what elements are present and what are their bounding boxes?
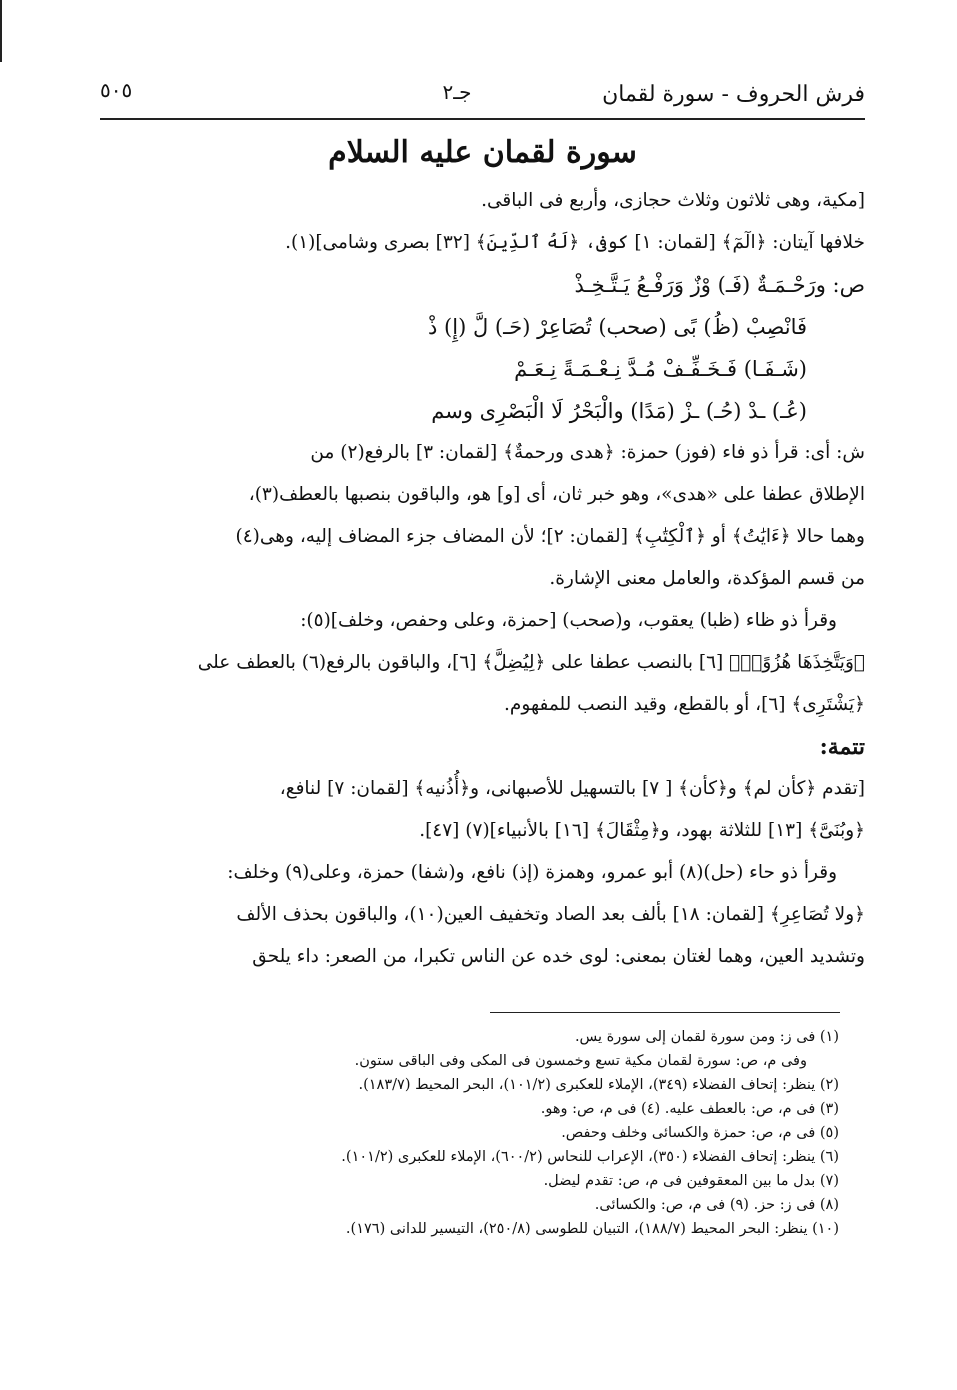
footnote-rule bbox=[490, 1012, 840, 1013]
footnote: وفى م، ص: سورة لقمان مكية تسع وخمسون فى المكى وفى الباقى ستون. bbox=[354, 1053, 807, 1069]
footnote: (١٠) ينظر: البحر المحيط (١٨٨/٧)، التبيان للطوسى (٢٥٠/٨)، التيسير للدانى (١٧٦). bbox=[345, 1221, 839, 1237]
verse-line: ص: ورَحْـمَـةٌ (فَـ) وْزٌ وَرَفْـعُ يَـتَّـخِـذْ bbox=[574, 273, 865, 297]
text-line: خلافها آيتان: ﴿الٓمٓ﴾ [لقمان: ١] كوفى، ﴿لَهُ ٱلدِّينَ﴾ [٣٢] بصرى وشامى](١). bbox=[285, 232, 865, 253]
footnote: (٧) بدل ما بين المعقوفين فى م، ص: تقدم ليضل. bbox=[543, 1173, 839, 1189]
page-header bbox=[100, 76, 865, 112]
footnote: (٣) فى م، ص: بالعطف عليه. (٤) فى م، ص: وهو. bbox=[540, 1101, 839, 1117]
commentary-line: ش: أى: قرأ ذو فاء (فوز) حمزة: ﴿هدى ورحمةٌ﴾ [لقمان: ٣] بالرفع(٢) من bbox=[310, 442, 865, 463]
footnote: (٥) فى م، ص: حمزة والكسائى وخلف وحفص. bbox=[561, 1125, 839, 1141]
running-title: فرش الحروف - سورة لقمان bbox=[602, 82, 865, 107]
text-line: وتشديد العين، وهما لغتان بمعنى: لوى خده عن الناس تكبرا، من الصعر: داء يلحق bbox=[252, 946, 865, 967]
text-line: وقرأ ذو حاء (حل)(٨) أبو عمرو، وهمزة (إذ) نافع، و(شفا) حمزة، وعلى(٩) وخلف: bbox=[227, 862, 837, 883]
text-line: [تقدم ﴿كأن لم﴾ و﴿كأن﴾ [ ٧] بالتسهيل للأصبهانى، و﴿أُذُنيه﴾ [لقمان: ٧] لنافع، bbox=[279, 778, 865, 799]
verse-line: (عُـ) ـدْ (حُـ) ـزْ (مَدًا) والْبَحْرُ لَا الْبَصْرِى وسم bbox=[431, 399, 807, 423]
footnote: (١) فى ز: ومن سورة لقمان إلى سورة يس. bbox=[574, 1029, 839, 1045]
verse-line: (شَـفَـا) فَـخَـفِّـفْ مُـدَّ نِـعْـمَـةً نِـعَـمْ bbox=[514, 357, 807, 381]
footnote: (٨) فى ز: حز. (٩) فى م، ص: والكسائى. bbox=[594, 1197, 839, 1213]
verse-line: فَانْصِبْ (ظُ) بًى (صحب) تُصَاعِرْ (حَـ) لَّ (إِ) ذْ bbox=[428, 315, 807, 339]
text-line: ﴿وبُنَىَّ﴾ [١٣] للثلاثة بهود، و﴿مِثْقَالَ﴾ [١٦] بالأنبياء](٧) [٤٧]. bbox=[419, 820, 865, 841]
scan-edge-line bbox=[0, 0, 2, 62]
footnotes bbox=[130, 1025, 839, 1241]
text-line: الإطلاق عطفا على «هدى»، وهو خبر ثان، أى [و] هو، والباقون بنصبها بالعطف(٣)، bbox=[248, 484, 865, 505]
footnote: (٦) ينظر: إتحاف الفضلاء (٣٥٠)، الإعراب للنحاس (٦٠٠/٢)، الإملاء للعكبرى (١٠١/٢). bbox=[341, 1149, 839, 1165]
footnote: (٢) ينظر: إتحاف الفضلاء (٣٤٩)، الإملاء للعكبرى (١٠١/٢)، البحر المحيط (١٨٣/٧). bbox=[358, 1077, 839, 1093]
text-line: من قسم المؤكدة، والعامل معنى الإشارة. bbox=[549, 568, 865, 589]
surah-title: سورة لقمان عليه السلام bbox=[328, 135, 637, 170]
body-text bbox=[100, 180, 865, 978]
header-rule bbox=[100, 118, 865, 120]
text-line: [مكية، وهى ثلاثون وثلاث حجازى، وأربع فى الباقى. bbox=[481, 190, 865, 211]
page-number: ٥٠٥ bbox=[100, 78, 133, 102]
text-line: ﴿ولا تُصَاعِرِ﴾ [لقمان: ١٨] بألف بعد الصاد وتخفيف العين(١٠)، والباقون بحذف الألف bbox=[236, 904, 865, 925]
volume-number: جـ٢ bbox=[442, 80, 472, 104]
text-line: ﴿وَيَتَّخِذَهَا هُزُوًاۚ﴾ [٦] بالنصب عطفا على ﴿لِيُضِلَّ﴾ [٦]، والباقون بالرفع(٦) بالعطف على bbox=[197, 652, 865, 673]
text-line: ﴿يَشْتَرِى﴾ [٦]، أو بالقطع، وقيد النصب للمفهوم. bbox=[504, 694, 865, 715]
section-heading: تتمة: bbox=[819, 734, 865, 760]
text-line: وهما حالا ﴿ءَايَٰتُ﴾ أو ﴿ٱلْكِتَٰبِ﴾ [لقمان: ٢]؛ لأن المضاف جزء المضاف إليه، وهى(٤) bbox=[235, 526, 865, 547]
text-line: وقرأ ذو ظاء (ظبا) يعقوب، و(صحب) [حمزة، وعلى وحفص، وخلف](٥): bbox=[300, 610, 837, 631]
